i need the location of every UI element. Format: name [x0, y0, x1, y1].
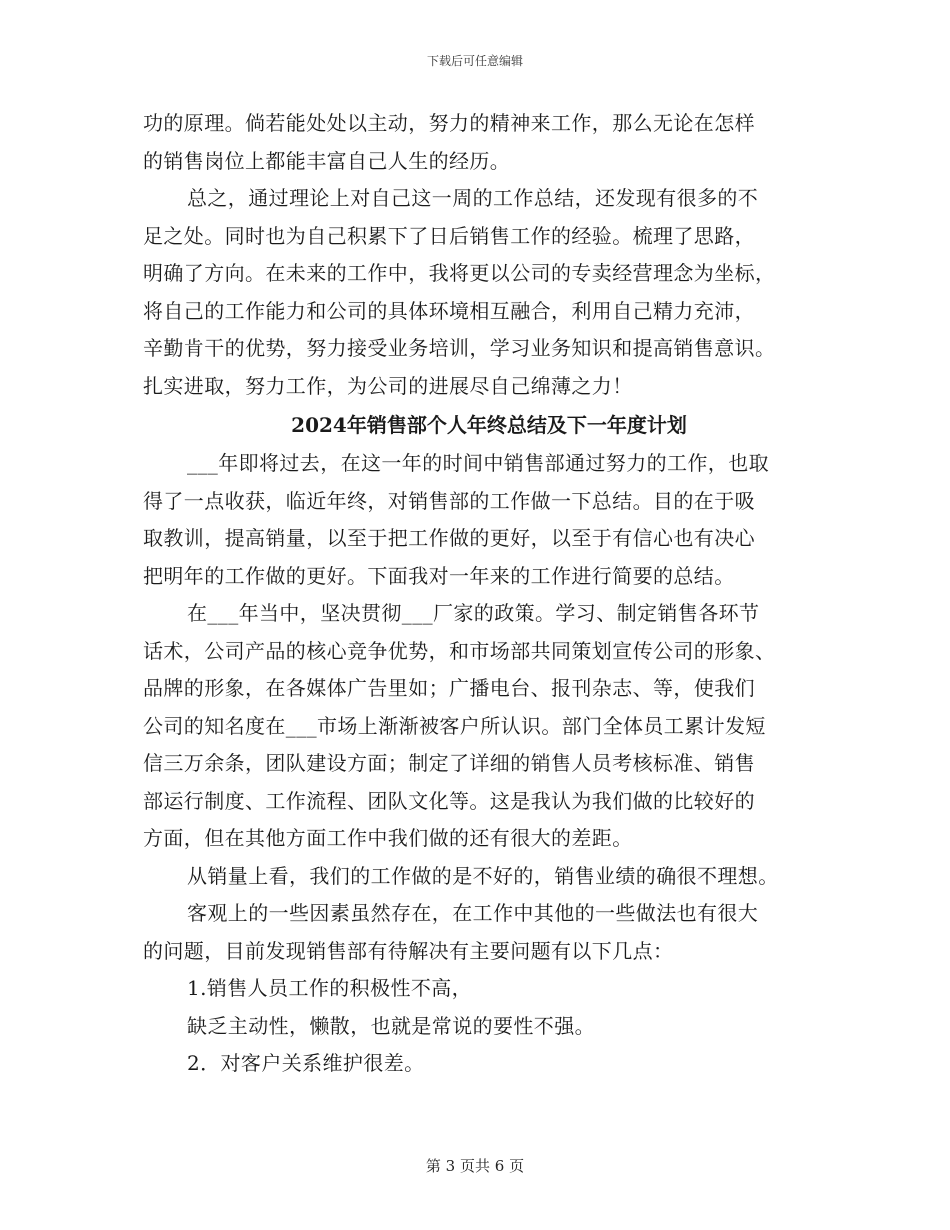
paragraph-line: 方面，但在其他方面工作中我们做的还有很大的差距。 — [143, 826, 633, 850]
list-item: 2．对客户关系维护很差。 — [187, 1051, 425, 1075]
paragraph-line: 信三万余条，团队建设方面；制定了详细的销售人员考核标准、销售 — [143, 751, 755, 775]
paragraph-line: 的销售岗位上都能丰富自己人生的经历。 — [143, 148, 511, 173]
paragraph-line: 功的原理。倘若能处处以主动，努力的精神来工作，那么无论在怎样 — [143, 111, 755, 135]
paragraph-line: 公司的知名度在___市场上渐渐被客户所认识。部门全体员工累计发短 — [143, 713, 766, 738]
paragraph-line: 取教训，提高销量，以至于把工作做的更好，以至于有信心也有决心 — [143, 526, 755, 550]
paragraph-line: 缺乏主动性，懒散，也就是常说的要性不强。 — [187, 1013, 595, 1038]
page-header: 下载后可任意编辑 — [426, 54, 523, 68]
page-footer: 第 3 页共 6 页 — [425, 1157, 525, 1175]
paragraph-line: 辛勤肯干的优势，努力接受业务培训，学习业务知识和提高销售意识。 — [143, 336, 776, 360]
paragraph-line: ___年即将过去，在这一年的时间中销售部通过努力的工作，也取 — [187, 451, 769, 475]
paragraph-line: 总之，通过理论上对自己这一周的工作总结，还发现有很多的不 — [187, 186, 759, 210]
paragraph-line: 将自己的工作能力和公司的具体环境相互融合，利用自己精力充沛， — [143, 298, 755, 323]
paragraph-line: 部运行制度、工作流程、团队文化等。这是我认为我们做的比较好的 — [143, 788, 755, 813]
section-title: 2024年销售部个人年终总结及下一年度计划 — [291, 413, 687, 437]
list-item: 1.销售人员工作的积极性不高， — [187, 976, 473, 1000]
paragraph-line: 在___年当中，坚决贯彻___厂家的政策。学习、制定销售各环节 — [187, 601, 760, 625]
paragraph-line: 从销量上看，我们的工作做的是不好的，销售业绩的确很不理想。 — [187, 863, 779, 888]
paragraph-line: 品牌的形象，在各媒体广告里如；广播电台、报刊杂志、等，使我们 — [143, 676, 755, 700]
paragraph-line: 得了一点收获，临近年终，对销售部的工作做一下总结。目的在于吸 — [143, 488, 755, 513]
paragraph-line: 的问题，目前发现销售部有待解决有主要问题有以下几点： — [143, 938, 674, 963]
paragraph-line: 客观上的一些因素虽然存在，在工作中其他的一些做法也有很大 — [187, 901, 759, 925]
document-body — [143, 105, 815, 1083]
paragraph-line: 足之处。同时也为自己积累下了日后销售工作的经验。梳理了思路， — [143, 223, 755, 248]
paragraph-line: 话术，公司产品的核心竞争优势，和市场部共同策划宣传公司的形象、 — [143, 638, 776, 663]
paragraph-line: 把明年的工作做的更好。下面我对一年来的工作进行简要的总结。 — [143, 563, 735, 588]
paragraph-line: 明确了方向。在未来的工作中，我将更以公司的专卖经营理念为坐标， — [143, 261, 776, 285]
paragraph-line: 扎实进取，努力工作，为公司的进展尽自己绵薄之力！ — [143, 373, 633, 398]
